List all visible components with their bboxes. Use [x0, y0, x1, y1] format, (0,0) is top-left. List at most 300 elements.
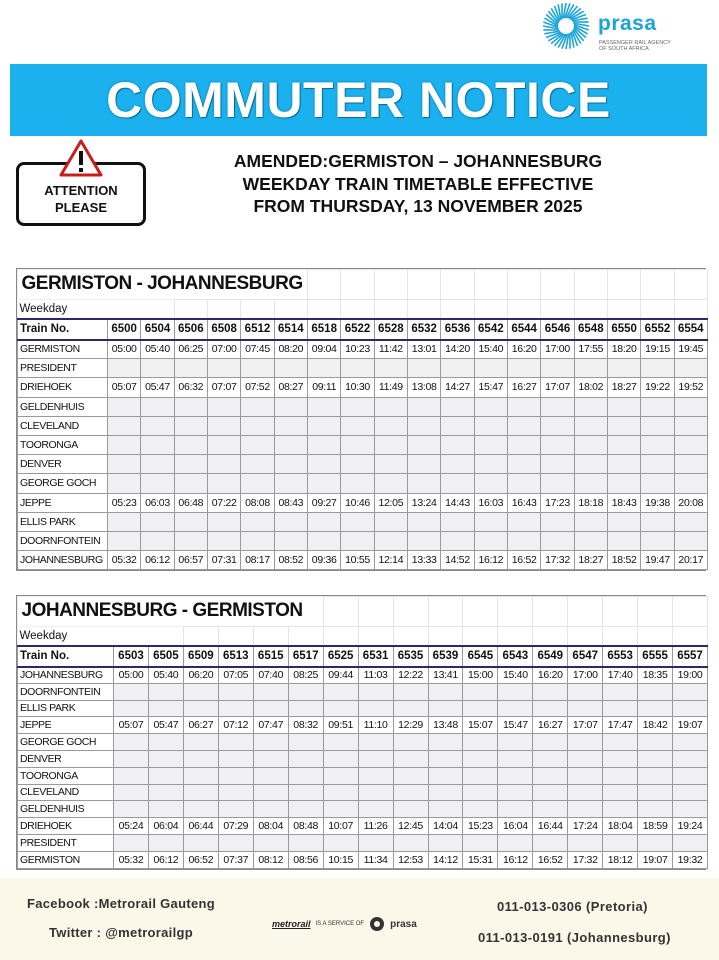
grid-cell	[358, 627, 393, 646]
empty-cell	[674, 416, 707, 435]
empty-cell	[568, 750, 603, 767]
empty-cell	[148, 784, 183, 801]
empty-cell	[508, 512, 541, 531]
empty-cell	[174, 512, 207, 531]
empty-cell	[463, 700, 498, 717]
empty-cell	[114, 801, 149, 818]
empty-cell	[603, 767, 638, 784]
train-number: 6545	[463, 646, 498, 667]
grid-cell	[533, 627, 568, 646]
departure-time: 07:45	[241, 340, 274, 359]
train-number: 6539	[428, 646, 463, 667]
departure-time: 20:17	[674, 551, 707, 570]
empty-cell	[218, 767, 253, 784]
empty-cell	[207, 474, 240, 493]
empty-cell	[508, 531, 541, 550]
departure-time: 16:27	[533, 717, 568, 734]
empty-cell	[308, 435, 341, 454]
empty-cell	[607, 512, 640, 531]
empty-cell	[498, 683, 533, 700]
empty-cell	[574, 455, 607, 474]
empty-cell	[673, 700, 708, 717]
departure-time: 06:12	[141, 551, 174, 570]
empty-cell	[428, 734, 463, 751]
empty-cell	[568, 700, 603, 717]
departure-time: 17:47	[603, 717, 638, 734]
empty-cell	[638, 834, 673, 851]
grid-cell	[374, 300, 407, 319]
empty-cell	[474, 416, 507, 435]
empty-cell	[408, 512, 441, 531]
departure-time: 08:32	[288, 717, 323, 734]
departure-time: 05:24	[114, 818, 149, 835]
empty-cell	[341, 397, 374, 416]
departure-time: 06:32	[174, 378, 207, 397]
empty-cell	[533, 834, 568, 851]
departure-time: 17:55	[574, 340, 607, 359]
empty-cell	[393, 750, 428, 767]
train-number: 6509	[183, 646, 218, 667]
empty-cell	[498, 734, 533, 751]
table-row	[18, 734, 708, 751]
train-number: 6500	[108, 319, 141, 340]
grid-cell	[533, 597, 568, 627]
departure-time: 16:20	[533, 667, 568, 684]
station-name: GEORGE GOCH	[18, 734, 114, 751]
empty-cell	[183, 834, 218, 851]
empty-cell	[274, 455, 307, 474]
empty-cell	[574, 531, 607, 550]
service-text: IS A SERVICE OF	[315, 921, 365, 927]
empty-cell	[603, 784, 638, 801]
empty-cell	[358, 834, 393, 851]
empty-cell	[393, 734, 428, 751]
departure-time: 09:51	[323, 717, 358, 734]
grid-cell	[607, 270, 640, 300]
empty-cell	[253, 801, 288, 818]
empty-cell	[408, 435, 441, 454]
departure-time: 18:27	[607, 378, 640, 397]
empty-cell	[253, 834, 288, 851]
grid-cell	[474, 270, 507, 300]
departure-time: 06:44	[183, 818, 218, 835]
empty-cell	[308, 455, 341, 474]
service-credit	[272, 916, 417, 932]
empty-cell	[607, 397, 640, 416]
departure-time: 11:10	[358, 717, 393, 734]
station-name: DOORNFONTEIN	[18, 683, 114, 700]
table-header-row	[18, 319, 708, 340]
departure-time: 19:22	[641, 378, 674, 397]
empty-cell	[141, 359, 174, 378]
train-number: 6550	[607, 319, 640, 340]
train-number: 6517	[288, 646, 323, 667]
empty-cell	[141, 455, 174, 474]
grid-cell	[498, 597, 533, 627]
attention-text	[19, 182, 143, 216]
empty-cell	[114, 734, 149, 751]
empty-cell	[323, 784, 358, 801]
departure-time: 18:02	[574, 378, 607, 397]
empty-cell	[174, 416, 207, 435]
departure-time: 18:42	[638, 717, 673, 734]
logo-subtitle: PASSENGER RAIL AGENCY OF SOUTH AFRICA	[599, 40, 671, 52]
empty-cell	[533, 700, 568, 717]
grid-cell	[441, 270, 474, 300]
empty-cell	[498, 750, 533, 767]
empty-cell	[393, 700, 428, 717]
train-number: 6546	[541, 319, 574, 340]
empty-cell	[218, 801, 253, 818]
empty-cell	[218, 834, 253, 851]
empty-cell	[241, 531, 274, 550]
train-number: 6544	[508, 319, 541, 340]
empty-cell	[374, 455, 407, 474]
logo-name: prasa	[598, 12, 657, 35]
departure-time: 13:24	[408, 493, 441, 512]
empty-cell	[374, 531, 407, 550]
table-row	[18, 378, 708, 397]
train-number: 6508	[207, 319, 240, 340]
grid-cell	[207, 300, 240, 319]
empty-cell	[374, 359, 407, 378]
grid-cell	[498, 627, 533, 646]
departure-time: 07:05	[218, 667, 253, 684]
departure-time: 16:03	[474, 493, 507, 512]
empty-cell	[607, 359, 640, 378]
station-name: CLEVELAND	[18, 784, 114, 801]
empty-cell	[148, 801, 183, 818]
departure-time: 06:25	[174, 340, 207, 359]
departure-time: 18:52	[607, 551, 640, 570]
train-number: 6557	[673, 646, 708, 667]
empty-cell	[288, 683, 323, 700]
grid-cell	[508, 270, 541, 300]
departure-time: 08:48	[288, 818, 323, 835]
grid-cell	[393, 627, 428, 646]
train-no-label: Train No.	[18, 319, 108, 340]
empty-cell	[341, 455, 374, 474]
departure-time: 10:55	[341, 551, 374, 570]
departure-time: 18:20	[607, 340, 640, 359]
departure-time: 16:43	[508, 493, 541, 512]
departure-time: 19:07	[638, 851, 673, 868]
station-name: JOHANNESBURG	[18, 551, 108, 570]
empty-cell	[441, 359, 474, 378]
empty-cell	[341, 435, 374, 454]
empty-cell	[541, 416, 574, 435]
empty-cell	[308, 531, 341, 550]
notice-line-1: AMENDED:GERMISTON – JOHANNESBURG	[233, 151, 603, 171]
empty-cell	[641, 512, 674, 531]
empty-cell	[607, 455, 640, 474]
grid-cell	[541, 270, 574, 300]
empty-cell	[541, 512, 574, 531]
departure-time: 14:52	[441, 551, 474, 570]
grid-cell	[393, 597, 428, 627]
departure-time: 20:08	[674, 493, 707, 512]
facebook-handle: Facebook :Metrorail Gauteng	[27, 896, 215, 911]
empty-cell	[603, 683, 638, 700]
empty-cell	[603, 734, 638, 751]
empty-cell	[541, 474, 574, 493]
grid-cell	[428, 627, 463, 646]
train-number: 6552	[641, 319, 674, 340]
departure-time: 05:47	[141, 378, 174, 397]
grid-cell	[218, 627, 253, 646]
empty-cell	[358, 801, 393, 818]
empty-cell	[428, 834, 463, 851]
empty-cell	[183, 700, 218, 717]
station-name: JEPPE	[18, 493, 108, 512]
departure-time: 16:12	[474, 551, 507, 570]
empty-cell	[323, 767, 358, 784]
empty-cell	[541, 397, 574, 416]
empty-cell	[674, 512, 707, 531]
empty-cell	[358, 734, 393, 751]
empty-cell	[183, 750, 218, 767]
empty-cell	[108, 455, 141, 474]
table-row	[18, 750, 708, 767]
table-row	[18, 834, 708, 851]
empty-cell	[308, 397, 341, 416]
grid-cell	[638, 627, 673, 646]
empty-cell	[218, 784, 253, 801]
train-number: 6518	[308, 319, 341, 340]
departure-time: 13:41	[428, 667, 463, 684]
empty-cell	[183, 767, 218, 784]
empty-cell	[674, 531, 707, 550]
empty-cell	[358, 700, 393, 717]
empty-cell	[241, 455, 274, 474]
empty-cell	[341, 359, 374, 378]
banner	[10, 64, 707, 136]
train-number: 6503	[114, 646, 149, 667]
station-name: DOORNFONTEIN	[18, 531, 108, 550]
table-row	[18, 784, 708, 801]
empty-cell	[428, 700, 463, 717]
grid-cell	[638, 597, 673, 627]
station-name: ELLIS PARK	[18, 512, 108, 531]
departure-time: 18:27	[574, 551, 607, 570]
empty-cell	[607, 474, 640, 493]
departure-time: 07:12	[218, 717, 253, 734]
departure-time: 17:00	[568, 667, 603, 684]
empty-cell	[508, 455, 541, 474]
empty-cell	[108, 512, 141, 531]
empty-cell	[474, 531, 507, 550]
empty-cell	[141, 474, 174, 493]
train-number: 6515	[253, 646, 288, 667]
empty-cell	[323, 683, 358, 700]
empty-cell	[241, 397, 274, 416]
departure-time: 19:24	[673, 818, 708, 835]
empty-cell	[141, 397, 174, 416]
empty-cell	[253, 784, 288, 801]
grid-cell	[441, 300, 474, 319]
empty-cell	[253, 734, 288, 751]
table-row	[18, 416, 708, 435]
train-number: 6512	[241, 319, 274, 340]
station-name: PRESIDENT	[18, 359, 108, 378]
grid-cell	[288, 627, 323, 646]
empty-cell	[641, 359, 674, 378]
empty-cell	[463, 750, 498, 767]
departure-time: 07:00	[207, 340, 240, 359]
empty-cell	[568, 767, 603, 784]
empty-cell	[174, 531, 207, 550]
grid-cell	[253, 627, 288, 646]
empty-cell	[408, 531, 441, 550]
grid-cell	[674, 270, 707, 300]
empty-cell	[241, 435, 274, 454]
station-name: TOORONGA	[18, 435, 108, 454]
departure-time: 05:00	[114, 667, 149, 684]
grid-cell	[673, 597, 708, 627]
train-number: 6554	[674, 319, 707, 340]
empty-cell	[568, 734, 603, 751]
table-row	[18, 340, 708, 359]
empty-cell	[607, 531, 640, 550]
departure-time: 15:40	[498, 667, 533, 684]
empty-cell	[308, 416, 341, 435]
empty-cell	[148, 734, 183, 751]
departure-time: 13:01	[408, 340, 441, 359]
departure-time: 05:07	[108, 378, 141, 397]
empty-cell	[541, 455, 574, 474]
station-name: GERMISTON	[18, 851, 114, 868]
departure-time: 19:15	[641, 340, 674, 359]
departure-time: 07:47	[253, 717, 288, 734]
grid-cell	[641, 270, 674, 300]
empty-cell	[207, 397, 240, 416]
twitter-handle: Twitter : @metrorailgp	[49, 925, 193, 940]
empty-cell	[308, 359, 341, 378]
train-number: 6535	[393, 646, 428, 667]
grid-cell	[607, 300, 640, 319]
departure-time: 14:43	[441, 493, 474, 512]
empty-cell	[463, 683, 498, 700]
empty-cell	[441, 397, 474, 416]
departure-time: 11:42	[374, 340, 407, 359]
departure-time: 17:07	[541, 378, 574, 397]
empty-cell	[253, 700, 288, 717]
train-number: 6528	[374, 319, 407, 340]
empty-cell	[358, 784, 393, 801]
train-number: 6532	[408, 319, 441, 340]
empty-cell	[174, 397, 207, 416]
table-row	[18, 851, 708, 868]
empty-cell	[674, 474, 707, 493]
timetable-1	[17, 269, 708, 570]
empty-cell	[673, 734, 708, 751]
empty-cell	[148, 683, 183, 700]
departure-time: 18:43	[607, 493, 640, 512]
train-number: 6536	[441, 319, 474, 340]
table-title-row	[18, 270, 708, 300]
empty-cell	[673, 834, 708, 851]
departure-time: 15:00	[463, 667, 498, 684]
empty-cell	[241, 474, 274, 493]
departure-time: 17:32	[541, 551, 574, 570]
grid-cell	[463, 627, 498, 646]
grid-cell	[541, 300, 574, 319]
empty-cell	[428, 683, 463, 700]
grid-cell	[603, 597, 638, 627]
empty-cell	[474, 474, 507, 493]
empty-cell	[463, 834, 498, 851]
empty-cell	[114, 750, 149, 767]
departure-time: 15:31	[463, 851, 498, 868]
empty-cell	[441, 531, 474, 550]
departure-time: 08:25	[288, 667, 323, 684]
attention-box	[16, 162, 146, 226]
train-number: 6513	[218, 646, 253, 667]
table-row	[18, 818, 708, 835]
empty-cell	[148, 834, 183, 851]
table-row	[18, 700, 708, 717]
grid-cell	[323, 597, 358, 627]
empty-cell	[207, 416, 240, 435]
empty-cell	[638, 734, 673, 751]
empty-cell	[141, 435, 174, 454]
departure-time: 15:40	[474, 340, 507, 359]
empty-cell	[673, 767, 708, 784]
empty-cell	[408, 455, 441, 474]
empty-cell	[274, 435, 307, 454]
grid-cell	[408, 300, 441, 319]
empty-cell	[441, 512, 474, 531]
train-number: 6555	[638, 646, 673, 667]
table-subtitle-row	[18, 300, 708, 319]
departure-time: 12:14	[374, 551, 407, 570]
empty-cell	[641, 474, 674, 493]
departure-time: 19:52	[674, 378, 707, 397]
empty-cell	[428, 784, 463, 801]
grid-cell	[341, 300, 374, 319]
departure-time: 12:53	[393, 851, 428, 868]
empty-cell	[341, 531, 374, 550]
empty-cell	[358, 767, 393, 784]
grid-cell	[308, 270, 341, 300]
empty-cell	[341, 474, 374, 493]
timetable-2	[17, 596, 708, 869]
table-row	[18, 531, 708, 550]
empty-cell	[358, 683, 393, 700]
empty-cell	[288, 700, 323, 717]
empty-cell	[674, 455, 707, 474]
departure-time: 11:03	[358, 667, 393, 684]
empty-cell	[574, 359, 607, 378]
timetable-germiston-johannesburg	[16, 268, 706, 571]
empty-cell	[274, 512, 307, 531]
empty-cell	[174, 435, 207, 454]
empty-cell	[574, 474, 607, 493]
empty-cell	[463, 734, 498, 751]
table-header-row	[18, 646, 708, 667]
empty-cell	[114, 834, 149, 851]
grid-cell	[568, 627, 603, 646]
empty-cell	[308, 512, 341, 531]
train-number: 6531	[358, 646, 393, 667]
departure-time: 18:35	[638, 667, 673, 684]
empty-cell	[638, 801, 673, 818]
table-subtitle: Weekday	[18, 300, 175, 319]
departure-time: 06:12	[148, 851, 183, 868]
empty-cell	[568, 801, 603, 818]
footer	[0, 878, 719, 960]
empty-cell	[241, 416, 274, 435]
